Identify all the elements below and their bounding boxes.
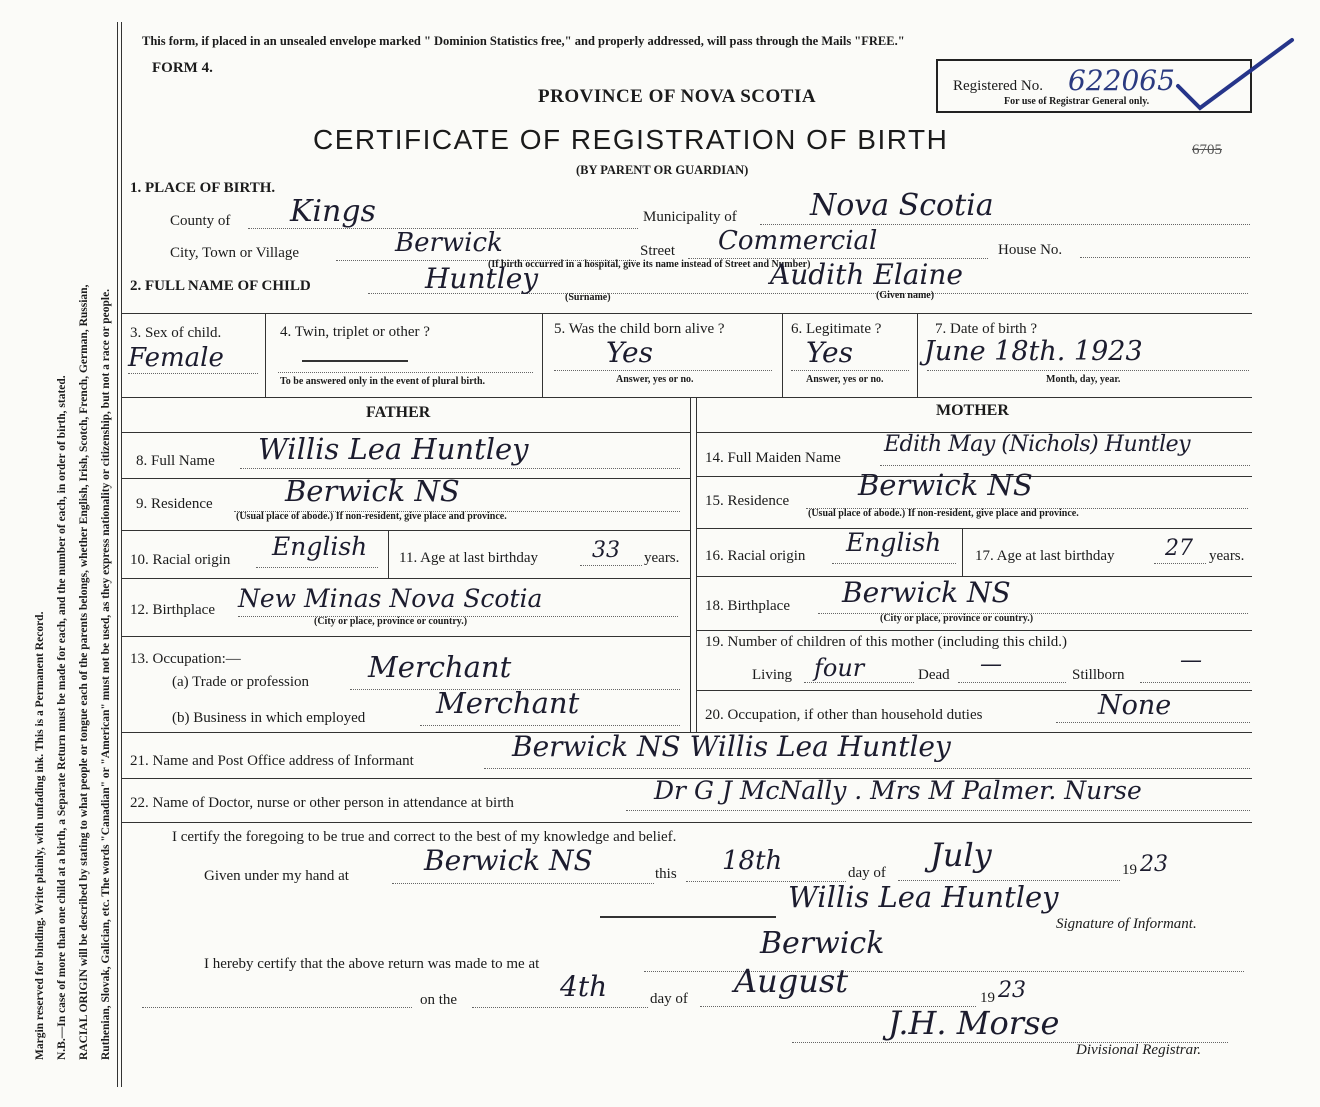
father-residence-label: 9. Residence xyxy=(136,496,213,512)
margin-rule-inner xyxy=(121,22,122,1087)
surname-caption: (Surname) xyxy=(565,292,611,303)
registrar-day-of-label: day of xyxy=(650,991,688,1007)
legit-value: Yes xyxy=(806,336,853,369)
certificate-title: CERTIFICATE OF REGISTRATION OF BIRTH xyxy=(313,124,949,155)
mother-birthplace-caption: (City or place, province or country.) xyxy=(880,613,1034,624)
stillborn-label: Stillborn xyxy=(1072,667,1125,683)
mother-years-label: years. xyxy=(1209,548,1245,564)
child-surname: Huntley xyxy=(425,262,539,295)
city-value: Berwick xyxy=(395,228,503,258)
father-residence-caption: (Usual place of abode.) If non-resident, give place and province. xyxy=(236,511,507,522)
house-label: House No. xyxy=(998,242,1063,258)
father-years-label: years. xyxy=(644,550,680,566)
mother-occupation-label: 20. Occupation, if other than household duties xyxy=(705,707,983,723)
child-name-label: 2. FULL NAME OF CHILD xyxy=(130,278,311,294)
registrar-statement: I hereby certify that the above return was made to me at xyxy=(204,956,540,972)
doctor-label: 22. Name of Doctor, nurse or other person in attendance at birth xyxy=(130,795,514,811)
corner-stamp: 6705 xyxy=(1192,142,1222,158)
father-trade-label: (a) Trade or profession xyxy=(172,674,310,690)
father-age-label: 11. Age at last birthday xyxy=(399,550,538,566)
father-name-label: 8. Full Name xyxy=(136,453,215,469)
twin-note: To be answered only in the event of plural birth. xyxy=(280,376,486,387)
informant-label: 21. Name and Post Office address of Informant xyxy=(130,753,414,769)
mother-race-value: English xyxy=(846,528,942,557)
informant-value: Berwick NS Willis Lea Huntley xyxy=(512,730,951,763)
city-label: City, Town or Village xyxy=(170,245,300,261)
margin-note-2: N.B.—In case of more than one child at a birth, a Separate Return must be made for each, and the number of each, in order of birth, stated. xyxy=(56,375,68,1060)
street-label: Street xyxy=(640,243,675,259)
dead-label: Dead xyxy=(918,667,950,683)
registrar-note: For use of Registrar General only. xyxy=(1004,96,1150,107)
father-age-value: 33 xyxy=(592,538,620,563)
informant-signature: Willis Lea Huntley xyxy=(788,880,1059,914)
margin-note-1: Margin reserved for binding. Write plainly, with unfading ink. This is a Permanent Record. xyxy=(34,611,46,1060)
mother-residence-caption: (Usual place of abode.) If non-resident, give place and province. xyxy=(808,508,1079,519)
child-given-name: Audith Elaine xyxy=(770,258,963,291)
mother-birthplace-label: 18. Birthplace xyxy=(705,598,790,614)
cert-month: July xyxy=(930,836,992,874)
mother-residence-value: Berwick NS xyxy=(858,468,1033,502)
mother-occupation-value: None xyxy=(1098,690,1172,721)
legit-label: 6. Legitimate ? xyxy=(791,321,882,337)
dob-caption: Month, day, year. xyxy=(1046,374,1121,385)
registered-number: 622065 xyxy=(1068,64,1175,97)
registrar-caption: Divisional Registrar. xyxy=(1076,1042,1202,1058)
province-heading: PROVINCE OF NOVA SCOTIA xyxy=(538,86,817,107)
alive-caption: Answer, yes or no. xyxy=(616,374,694,385)
registrar-year-suffix: 23 xyxy=(998,978,1026,1003)
registrar-day: 4th xyxy=(560,970,608,1003)
father-occupation-label: 13. Occupation:— xyxy=(130,651,241,667)
check-mark-icon xyxy=(1170,36,1300,116)
certificate-subtitle: (BY PARENT OR GUARDIAN) xyxy=(576,163,749,177)
margin-rule xyxy=(117,22,118,1087)
this-label: this xyxy=(655,866,677,882)
certify-statement: I certify the foregoing to be true and correct to the best of my knowledge and belief. xyxy=(172,829,677,845)
sex-label: 3. Sex of child. xyxy=(130,325,222,341)
mother-birthplace-value: Berwick NS xyxy=(842,576,1011,609)
father-name-value: Willis Lea Huntley xyxy=(258,432,529,466)
father-birthplace-caption: (City or place, province or country.) xyxy=(314,616,468,627)
postal-note: This form, if placed in an unsealed envelope marked " Dominion Statistics free," and properly addressed, will pass through the Mails "FREE." xyxy=(142,34,905,48)
street-value: Commercial xyxy=(718,226,878,256)
mother-name-label: 14. Full Maiden Name xyxy=(705,450,841,466)
registrar-signature: J.H. Morse xyxy=(888,1004,1060,1042)
registrar-year-prefix: 19 xyxy=(980,990,995,1006)
mother-race-label: 16. Racial origin xyxy=(705,548,806,564)
father-race-label: 10. Racial origin xyxy=(130,552,231,568)
on-the-label: on the xyxy=(420,992,458,1008)
father-birthplace-value: New Minas Nova Scotia xyxy=(238,584,543,613)
place-heading: 1. PLACE OF BIRTH. xyxy=(130,180,276,196)
municipality-value: Nova Scotia xyxy=(810,188,994,223)
given-caption: (Given name) xyxy=(876,290,935,301)
living-value: four xyxy=(814,654,865,682)
mother-residence-label: 15. Residence xyxy=(705,493,790,509)
mother-name-value: Edith May (Nichols) Huntley xyxy=(884,432,1191,457)
municipality-label: Municipality of xyxy=(643,209,737,225)
mother-heading: MOTHER xyxy=(936,402,1009,419)
signature-caption: Signature of Informant. xyxy=(1056,916,1197,932)
registrar-month: August xyxy=(734,962,849,1000)
cert-year-prefix: 19 xyxy=(1122,862,1137,878)
doctor-value: Dr G J McNally . Mrs M Palmer. Nurse xyxy=(654,776,1142,805)
father-race-value: English xyxy=(272,532,368,561)
father-residence-value: Berwick NS xyxy=(285,474,460,508)
given-place: Berwick NS xyxy=(424,844,593,877)
living-label: Living xyxy=(752,667,792,683)
legit-caption: Answer, yes or no. xyxy=(806,374,884,385)
twin-label: 4. Twin, triplet or other ? xyxy=(280,324,430,340)
father-heading: FATHER xyxy=(366,404,431,421)
father-trade-value: Merchant xyxy=(368,650,512,684)
dead-value: — xyxy=(980,652,1002,677)
mother-age-value: 27 xyxy=(1165,536,1193,561)
cert-year-suffix: 23 xyxy=(1140,852,1168,877)
county-label: County of xyxy=(170,213,231,229)
father-business-label: (b) Business in which employed xyxy=(172,710,366,726)
margin-note-3: RACIAL ORIGIN will be described by stating to what people or tongue each of the parents belongs, whether English, Irish, Scotch, French, German, Russian, xyxy=(78,284,90,1060)
dob-label: 7. Date of birth ? xyxy=(935,321,1038,337)
form-number: FORM 4. xyxy=(152,60,213,76)
alive-label: 5. Was the child born alive ? xyxy=(554,321,725,337)
father-birthplace-label: 12. Birthplace xyxy=(130,602,215,618)
alive-value: Yes xyxy=(606,336,653,369)
margin-note-4: Ruthenian, Slovak, Galician, etc. The words "Canadian" or "American" must not be used, as they express nationality or citizenship, but not a race or people. xyxy=(100,288,112,1060)
hospital-note: (If birth occurred in a hospital, give its name instead of Street and Number) xyxy=(488,259,811,270)
given-label: Given under my hand at xyxy=(204,868,349,884)
dob-value: June 18th. 1923 xyxy=(924,336,1143,367)
father-business-value: Merchant xyxy=(436,686,580,720)
mother-age-label: 17. Age at last birthday xyxy=(975,548,1115,564)
cert-day: 18th xyxy=(722,846,783,876)
stillborn-value: — xyxy=(1180,648,1202,673)
registered-label: Registered No. xyxy=(953,78,1043,94)
county-value: Kings xyxy=(290,194,376,229)
registrar-place: Berwick xyxy=(760,926,885,961)
sex-value: Female xyxy=(128,343,224,373)
mother-children-label: 19. Number of children of this mother (including this child.) xyxy=(705,634,1068,650)
cert-day-of-label: day of xyxy=(848,865,886,881)
